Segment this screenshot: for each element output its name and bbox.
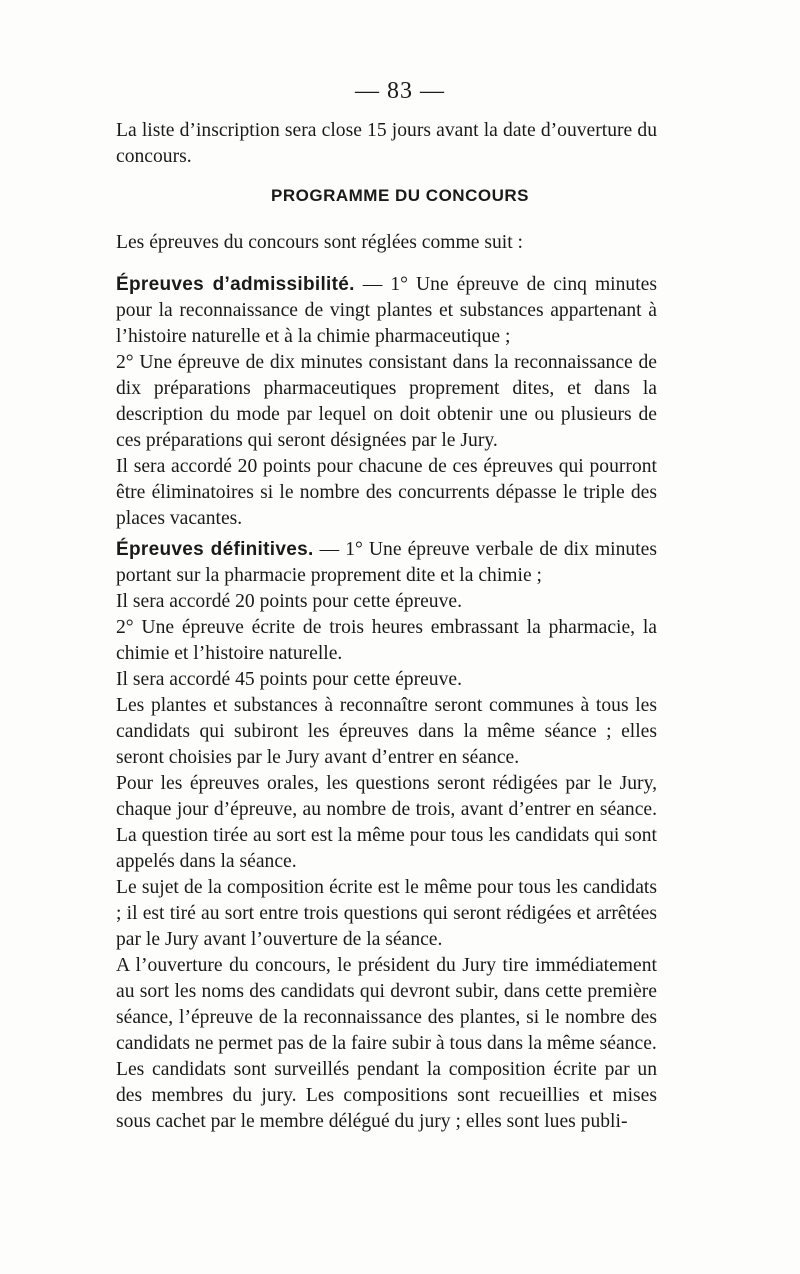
intro-paragraph: Les épreuves du concours sont réglées comme suit : bbox=[116, 232, 524, 253]
definitives-paragraph-7: Le sujet de la composition écrite est le même pour tous les candidats ; il est tiré au sort entre trois questions qui seront rédigées et arrêtées par le Jury avant l’ouverture de la séance. bbox=[116, 877, 657, 950]
admissibilite-paragraph-2: 2° Une épreuve de dix minutes consistant dans la reconnaissance de dix préparations pharmaceutiques proprement dites, et dans la description du mode par lequel on doit obtenir une ou plusieurs de ces préparations qui seront désignées par le Jury. bbox=[116, 352, 657, 451]
definitives-paragraph-8: A l’ouverture du concours, le président du Jury tire immédiatement au sort les noms des candidats qui devront subir, dans cette première séance, l’épreuve de la reconnaissance des plantes, si le nombre des candidats ne permet pas de la faire subir à tous dans la même séance. bbox=[116, 955, 657, 1054]
definitives-title: Épreuves définitives. bbox=[116, 539, 314, 560]
admissibilite-text-1: — 1° Une épreuve de cinq minutes pour la reconnaissance de vingt plantes et substances appartenant à l’histoire naturelle et à la chimie pharmaceutique ; bbox=[116, 274, 657, 347]
definitives-paragraph-1 bbox=[116, 537, 657, 589]
definitives-paragraph-6: Pour les épreuves orales, les questions seront rédigées par le Jury, chaque jour d’épreuve, au nombre de trois, avant d’entrer en séance. La question tirée au sort est la même pour tous les candidats qui sont appelés dans la séance. bbox=[116, 773, 657, 872]
opening-paragraph: La liste d’inscription sera close 15 jours avant la date d’ouverture du concours. bbox=[116, 120, 657, 167]
definitives-paragraph-2: Il sera accordé 20 points pour cette épreuve. bbox=[116, 591, 462, 612]
page-number: — 83 — bbox=[355, 78, 445, 104]
admissibilite-section bbox=[116, 272, 657, 532]
definitives-paragraph-3: 2° Une épreuve écrite de trois heures embrassant la pharmacie, la chimie et l’histoire naturelle. bbox=[116, 617, 657, 664]
definitives-paragraph-4: Il sera accordé 45 points pour cette épreuve. bbox=[116, 669, 462, 690]
definitives-text-1: — 1° Une épreuve verbale de dix minutes portant sur la pharmacie proprement dite et la chimie ; bbox=[116, 539, 657, 586]
definitives-section bbox=[116, 537, 657, 1135]
opening-paragraph-block bbox=[116, 118, 657, 170]
programme-heading: PROGRAMME DU CONCOURS bbox=[271, 186, 529, 205]
admissibilite-paragraph-3: Il sera accordé 20 points pour chacune de ces épreuves qui pourront être éliminatoires si le nombre des concurrents dépasse le triple des places vacantes. bbox=[116, 456, 657, 529]
admissibilite-title: Épreuves d’admissibilité. bbox=[116, 274, 355, 295]
definitives-paragraph-5: Les plantes et substances à reconnaître seront communes à tous les candidats qui subiront les épreuves dans la même séance ; elles seront choisies par le Jury avant d’entrer en séance. bbox=[116, 695, 657, 768]
admissibilite-paragraph-1 bbox=[116, 272, 657, 350]
definitives-paragraph-9: Les candidats sont surveillés pendant la composition écrite par un des membres du jury. Les compositions sont recueillies et mises sous cachet par le membre délégué du jury ; elles sont lues publi- bbox=[116, 1059, 657, 1132]
